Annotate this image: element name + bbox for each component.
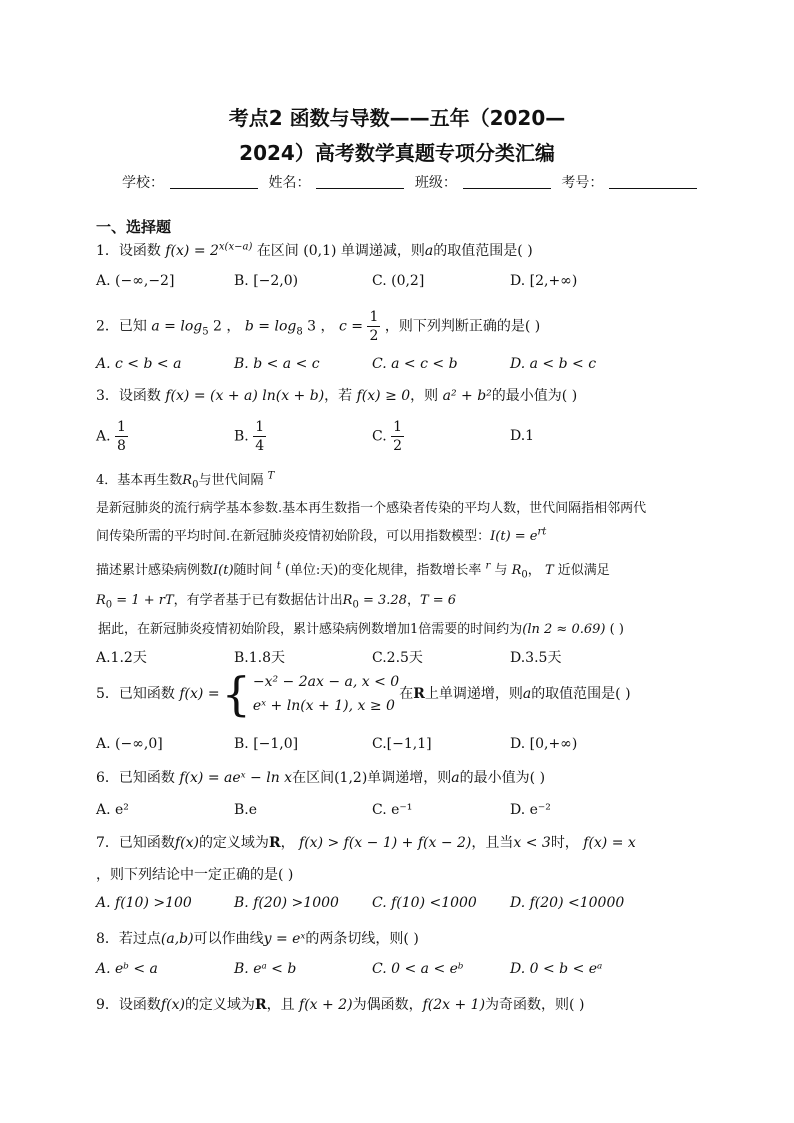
question-4-line-5: $R_0 = 1$ + rT，有学者基于已有数据估计出$R_0 = 3.28$，T = 6	[96, 593, 457, 611]
name-blank[interactable]	[316, 174, 404, 189]
question-4-line-3: 间传染所需的平均时间.在新冠肺炎疫情初始阶段，可以用指数模型：$I(t) = e^{rt}$	[96, 526, 547, 544]
school-label: 学校：	[122, 175, 164, 191]
question-4-option-d[interactable]: D.3.5天	[510, 650, 562, 666]
question-4-option-b[interactable]: B.1.8天	[234, 650, 286, 666]
question-9-stem: 9．设函数f(x)的定义域为R，且 f(x + 2)为偶函数，f(2x + 1)为奇函数，则( )	[96, 997, 585, 1013]
question-5-option-b[interactable]: B. [−1,0]	[234, 736, 299, 752]
question-5-option-c[interactable]: C.[−1,1]	[372, 736, 432, 752]
question-7-option-d[interactable]: D. f(20) <10000	[510, 895, 625, 911]
section-heading: 一、选择题	[96, 218, 172, 236]
question-4-line-2: 是新冠肺炎的流行病学基本参数.基本再生数指一个感染者传染的平均人数，世代间隔指相邻两代	[96, 501, 647, 516]
question-2-option-d[interactable]: D. a < b < c	[510, 356, 597, 372]
question-7-option-c[interactable]: C. f(10) <1000	[372, 895, 477, 911]
question-3-stem: 3．设函数 f(x) = (x + a) ln(x + b)，若 f(x) ≥ 0，则 a² + b²的最小值为( )	[96, 388, 578, 404]
question-1-option-c[interactable]: C. (0,2]	[372, 273, 425, 289]
question-6-option-b[interactable]: B.e	[234, 802, 258, 818]
question-2-option-b[interactable]: B. b < a < c	[234, 356, 320, 372]
number-label: 考号：	[561, 175, 604, 191]
question-5-option-d[interactable]: D. [0,+∞)	[510, 736, 578, 752]
question-3-option-c[interactable]: C. $\frac{1}{2}$	[372, 419, 403, 454]
question-8-option-b[interactable]: B. eᵃ < b	[234, 961, 297, 977]
question-3-option-d[interactable]: D.1	[510, 428, 535, 444]
class-label: 班级：	[414, 175, 457, 191]
question-4-line-4: 描述累计感染病例数I(t)随时间 $^t$ (单位:天)的变化规律，指数增长率 $^r$ 与 $R_0$， T 近似满足	[96, 560, 610, 581]
question-3-option-b[interactable]: B. $\frac{1}{4}$	[234, 419, 265, 454]
question-8-stem: 8．若过点(a,b)可以作曲线y = eˣ的两条切线，则( )	[96, 931, 419, 947]
question-2-option-a[interactable]: A. c < b < a	[96, 356, 182, 372]
question-1-option-b[interactable]: B. [−2,0)	[234, 273, 299, 289]
question-8-option-d[interactable]: D. 0 < b < eᵃ	[510, 961, 603, 977]
question-3-option-a[interactable]: A. $\frac{1}{8}$	[96, 419, 126, 454]
question-4-option-c[interactable]: C.2.5天	[372, 650, 423, 666]
question-8-option-a[interactable]: A. eᵇ < a	[96, 961, 158, 977]
class-blank[interactable]	[463, 174, 551, 189]
name-label: 姓名：	[268, 175, 311, 191]
question-2-option-c[interactable]: C. a < c < b	[372, 356, 458, 372]
question-1-option-a[interactable]: A. (−∞,−2]	[96, 273, 175, 289]
title-line-2: 2024）高考数学真题专项分类汇编	[239, 141, 555, 165]
fraction-half: $\frac{1}{2}$	[369, 309, 379, 344]
question-7-stem-2: ，则下列结论中一定正确的是( )	[96, 867, 294, 883]
left-brace-icon: {	[221, 667, 251, 721]
question-4-line-6: 据此，在新冠肺炎疫情初始阶段，累计感染病例数增加1倍需要的时间约为(ln 2 ≈ 0.69) ( )	[98, 622, 624, 637]
question-5-stem: 5．已知函数 f(x) ={ −x² − 2ax − a, x < 0 eˣ + ln(x + 1), x ≥ 0 在R上单调递增，则a的取值范围是( )	[96, 667, 631, 721]
question-6-option-a[interactable]: A. e²	[96, 802, 129, 818]
question-8-option-c[interactable]: C. 0 < a < eᵇ	[372, 961, 464, 977]
question-6-option-c[interactable]: C. e⁻¹	[372, 802, 413, 818]
school-blank[interactable]	[170, 174, 258, 189]
question-7-stem: 7．已知函数f(x)的定义域为R， f(x) > f(x − 1) + f(x − 2)，且当x < 3时， f(x) = x	[96, 835, 636, 851]
question-6-stem: 6．已知函数 f(x) = aeˣ − ln x在区间(1,2)单调递增，则a的最小值为( )	[96, 770, 546, 786]
question-4-line-1: 4．基本再生数$R_0$与世代间隔 $^T$	[96, 470, 275, 491]
question-1-stem: 1．设函数 $f(x) = 2^{x(x-a)}$ 在区间 (0,1) 单调递减，则a的取值范围是( )	[96, 241, 533, 259]
question-7-option-b[interactable]: B. f(20) >1000	[234, 895, 339, 911]
question-4-option-a[interactable]: A.1.2天	[96, 650, 147, 666]
question-6-option-d[interactable]: D. e⁻²	[510, 802, 551, 818]
title-line-1: 考点2 函数与导数——五年（2020—	[228, 106, 566, 130]
question-5-option-a[interactable]: A. (−∞,0]	[96, 736, 163, 752]
question-7-option-a[interactable]: A. f(10) >100	[96, 895, 192, 911]
number-blank[interactable]	[609, 174, 697, 189]
student-info-row	[122, 172, 703, 192]
question-1-option-d[interactable]: D. [2,+∞)	[510, 273, 578, 289]
question-2-stem: 2．已知 $a = \log_5 2$ ， $b = \log_8 3$ ， c = $\frac{1}{2}$ ，则下列判断正确的是( )	[96, 309, 541, 344]
